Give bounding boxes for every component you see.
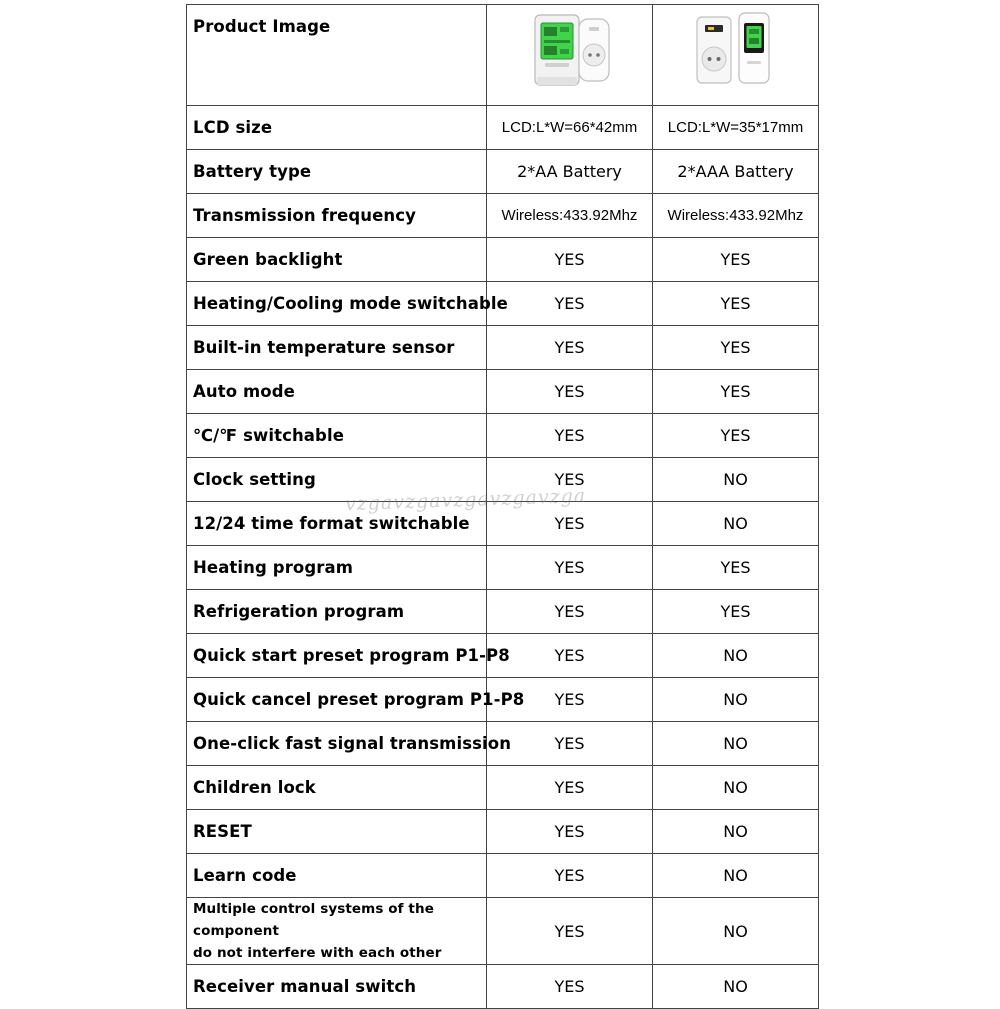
value-b: NO (653, 458, 819, 502)
table-row (187, 502, 819, 546)
table-row (187, 414, 819, 458)
table-row (187, 898, 819, 965)
table-row (187, 194, 819, 238)
value-a: YES (487, 414, 653, 458)
value-b: YES (653, 590, 819, 634)
value-b: Wireless:433.92Mhz (653, 194, 819, 238)
value-b: NO (653, 965, 819, 1009)
value-b: YES (653, 370, 819, 414)
value-b: NO (653, 766, 819, 810)
row-label: Children lock (187, 766, 487, 810)
thermostat-image (515, 11, 625, 91)
table-row (187, 546, 819, 590)
row-label: Auto mode (187, 370, 487, 414)
product-image-b (653, 5, 819, 106)
value-a: YES (487, 810, 653, 854)
value-a: YES (487, 965, 653, 1009)
value-a: YES (487, 634, 653, 678)
row-label: Clock setting (187, 458, 487, 502)
table-row (187, 106, 819, 150)
value-b: LCD:L*W=35*17mm (653, 106, 819, 150)
row-label: ℃/℉ switchable (187, 414, 487, 458)
table-row (187, 282, 819, 326)
row-label: Transmission frequency (187, 194, 487, 238)
spec-comparison-table (186, 4, 819, 1009)
table-row (187, 238, 819, 282)
table-row (187, 326, 819, 370)
row-label: Heating program (187, 546, 487, 590)
value-a: YES (487, 854, 653, 898)
table-row (187, 590, 819, 634)
row-label: RESET (187, 810, 487, 854)
row-label: Quick cancel preset program P1-P8 (187, 678, 487, 722)
value-a: YES (487, 282, 653, 326)
row-label: Refrigeration program (187, 590, 487, 634)
row-label: Battery type (187, 150, 487, 194)
row-label: Green backlight (187, 238, 487, 282)
value-a: YES (487, 370, 653, 414)
row-label: LCD size (187, 106, 487, 150)
row-label: Built-in temperature sensor (187, 326, 487, 370)
table-row (187, 150, 819, 194)
value-a: YES (487, 590, 653, 634)
row-label: Quick start preset program P1-P8 (187, 634, 487, 678)
table-row (187, 722, 819, 766)
value-b: YES (653, 326, 819, 370)
value-b: NO (653, 634, 819, 678)
table-row (187, 370, 819, 414)
row-label-line2: do not interfere with each other (193, 945, 442, 961)
value-a: YES (487, 766, 653, 810)
row-label: Learn code (187, 854, 487, 898)
row-label: Heating/Cooling mode switchable (187, 282, 487, 326)
table-row (187, 458, 819, 502)
row-label: 12/24 time format switchable (187, 502, 487, 546)
value-b: YES (653, 238, 819, 282)
value-a: YES (487, 678, 653, 722)
table-row (187, 766, 819, 810)
value-b: NO (653, 898, 819, 965)
table-row (187, 678, 819, 722)
value-b: YES (653, 546, 819, 590)
value-a: YES (487, 502, 653, 546)
value-b: NO (653, 502, 819, 546)
value-b: 2*AAA Battery (653, 150, 819, 194)
value-b: YES (653, 282, 819, 326)
table-row (187, 634, 819, 678)
value-a: 2*AA Battery (487, 150, 653, 194)
plug-receiver-image (681, 11, 791, 91)
table-row (187, 965, 819, 1009)
table-row (187, 810, 819, 854)
row-label-line1: Multiple control systems of the component (193, 901, 434, 939)
value-a: YES (487, 458, 653, 502)
value-b: NO (653, 854, 819, 898)
row-label (187, 898, 487, 965)
product-image-a (487, 5, 653, 106)
value-b: NO (653, 722, 819, 766)
value-a: LCD:L*W=66*42mm (487, 106, 653, 150)
value-a: Wireless:433.92Mhz (487, 194, 653, 238)
table-row-product-image (187, 5, 819, 106)
value-a: YES (487, 546, 653, 590)
watermark: vzgavzgavzgavzgavzga (344, 484, 587, 516)
table-row (187, 854, 819, 898)
row-label: One-click fast signal transmission (187, 722, 487, 766)
value-a: YES (487, 238, 653, 282)
value-b: YES (653, 414, 819, 458)
value-a: YES (487, 898, 653, 965)
row-label: Receiver manual switch (187, 965, 487, 1009)
row-label: Product Image (187, 5, 487, 106)
value-b: NO (653, 678, 819, 722)
comparison-sheet (186, 4, 818, 1009)
value-a: YES (487, 722, 653, 766)
value-b: NO (653, 810, 819, 854)
value-a: YES (487, 326, 653, 370)
